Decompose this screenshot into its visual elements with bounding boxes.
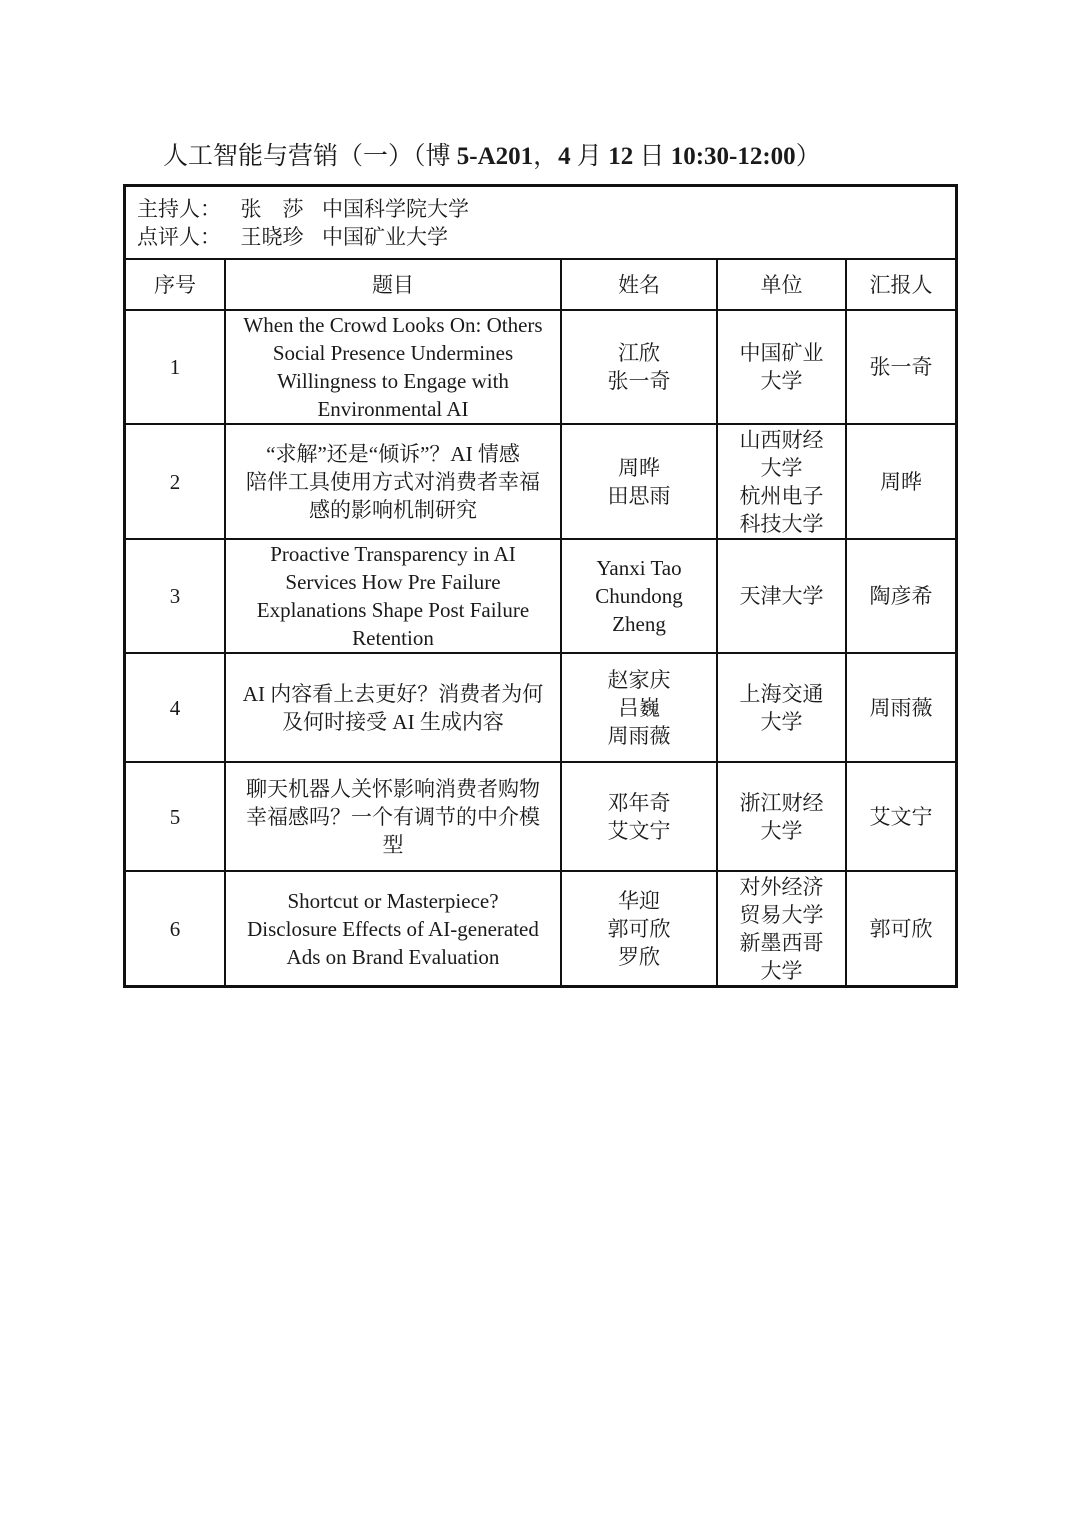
paper-title-line: 感的影响机制研究: [309, 497, 477, 522]
author-name: Yanxi Tao: [596, 556, 682, 580]
paper-title-line: Explanations Shape Post Failure: [256, 598, 530, 622]
paper-title-line: Shortcut or Masterpiece?: [287, 888, 499, 913]
row-number: 1: [126, 311, 226, 425]
paper-title-line: 陪伴工具使用方式对消费者幸福: [246, 469, 540, 494]
session-title-separator: ，: [533, 143, 559, 170]
header-title: 题目: [226, 260, 562, 311]
session-month-unit: 月: [570, 143, 609, 170]
row-number: 6: [126, 872, 226, 985]
author-name: 邓年奇: [607, 790, 671, 815]
session-title-prefix: 人工智能与营销（一）（博: [163, 143, 457, 170]
header-no: 序号: [126, 260, 226, 311]
reporter: 陶彦希: [847, 540, 955, 654]
paper-title-line: 型: [382, 832, 404, 857]
session-title: [163, 141, 821, 173]
author-names: [562, 654, 718, 763]
host-affiliation: 中国科学院大学: [322, 196, 469, 221]
host-label: 主持人：: [137, 196, 221, 221]
session-month: 4: [558, 143, 571, 170]
row-number: 5: [126, 763, 226, 872]
paper-title: [226, 763, 562, 872]
unit-line: 天津大学: [739, 584, 824, 608]
paper-title-line: Social Presence Undermines: [272, 341, 514, 365]
author-unit: [718, 425, 847, 540]
author-name: 吕巍: [618, 695, 660, 720]
reporter: 艾文宁: [847, 763, 955, 872]
unit-line: 贸易大学: [739, 902, 824, 927]
paper-title-line: When the Crowd Looks On: Others: [243, 313, 543, 337]
commentator-affiliation: 中国矿业大学: [322, 224, 448, 249]
host-line: [136, 195, 469, 223]
author-name: 赵家庆: [607, 667, 671, 692]
author-unit: [718, 540, 847, 654]
paper-title-line: Retention: [352, 626, 434, 650]
paper-title-line: AI 内容看上去更好？消费者为何: [242, 681, 544, 706]
header-names: 姓名: [562, 260, 718, 311]
paper-title-line: “求解”还是“倾诉”？AI 情感: [266, 441, 520, 466]
author-names: [562, 540, 718, 654]
unit-line: 上海交通: [739, 681, 824, 706]
author-name: 罗欣: [618, 944, 660, 969]
paper-title-line: Ads on Brand Evaluation: [286, 944, 500, 969]
unit-line: 新墨西哥: [739, 930, 824, 955]
reporter: 周雨薇: [847, 654, 955, 763]
author-name: 郭可欣: [607, 916, 671, 941]
row-number: 4: [126, 654, 226, 763]
header-unit: 单位: [718, 260, 847, 311]
author-names: [562, 763, 718, 872]
author-unit: [718, 654, 847, 763]
session-day: 12: [608, 143, 634, 170]
author-name: 周晔: [618, 455, 660, 480]
unit-line: 杭州电子: [739, 483, 824, 508]
session-day-unit: 日: [633, 143, 671, 170]
author-names: [562, 425, 718, 540]
commentator-name: 王晓珍: [240, 224, 304, 249]
session-time: 10:30-12:00: [670, 143, 796, 170]
unit-line: 大学: [760, 958, 803, 983]
session-room: 5-A201: [456, 143, 534, 170]
paper-title-line: Willingness to Engage with: [277, 369, 509, 393]
unit-line: 浙江财经: [739, 790, 824, 815]
paper-title-line: Environmental AI: [317, 397, 469, 421]
unit-line: 中国矿业: [739, 341, 824, 365]
paper-title: [226, 425, 562, 540]
author-name: Chundong: [595, 584, 683, 608]
author-name: 张一奇: [607, 369, 671, 393]
paper-title: [226, 654, 562, 763]
paper-title-line: 及何时接受 AI 生成内容: [282, 709, 504, 734]
author-name: 华迎: [618, 888, 660, 913]
author-names: [562, 311, 718, 425]
author-name: 周雨薇: [607, 723, 671, 748]
author-name: 田思雨: [607, 483, 671, 508]
author-unit: [718, 311, 847, 425]
row-number: 3: [126, 540, 226, 654]
row-number: 2: [126, 425, 226, 540]
unit-line: 大学: [760, 709, 803, 734]
host-name: 张 莎: [240, 196, 304, 221]
reporter: 张一奇: [847, 311, 955, 425]
unit-line: 大学: [760, 369, 803, 393]
commentator-line: [136, 223, 448, 251]
unit-line: 大学: [760, 818, 803, 843]
session-title-suffix: ）: [795, 143, 821, 170]
paper-title: [226, 872, 562, 985]
unit-line: 对外经济: [739, 874, 824, 899]
paper-title-line: Proactive Transparency in AI: [270, 542, 516, 566]
unit-line: 山西财经: [739, 427, 824, 452]
paper-title: [226, 540, 562, 654]
paper-title-line: Disclosure Effects of AI-generated: [247, 916, 539, 941]
paper-title-line: 聊天机器人关怀影响消费者购物: [246, 776, 540, 801]
commentator-label: 点评人：: [137, 224, 221, 249]
unit-line: 大学: [760, 455, 803, 480]
host-info: [126, 187, 955, 260]
paper-title: [226, 311, 562, 425]
author-name: 江欣: [618, 341, 660, 365]
author-unit: [718, 872, 847, 985]
reporter: 周晔: [847, 425, 955, 540]
paper-title-line: 幸福感吗？一个有调节的中介模: [246, 804, 540, 829]
author-names: [562, 872, 718, 985]
author-name: 艾文宁: [607, 818, 671, 843]
author-name: Zheng: [612, 612, 666, 636]
reporter: 郭可欣: [869, 916, 933, 941]
author-unit: [718, 763, 847, 872]
unit-line: 科技大学: [739, 511, 824, 536]
header-reporter: 汇报人: [847, 260, 955, 311]
schedule-table: [123, 184, 958, 988]
paper-title-line: Services How Pre Failure: [285, 570, 501, 594]
